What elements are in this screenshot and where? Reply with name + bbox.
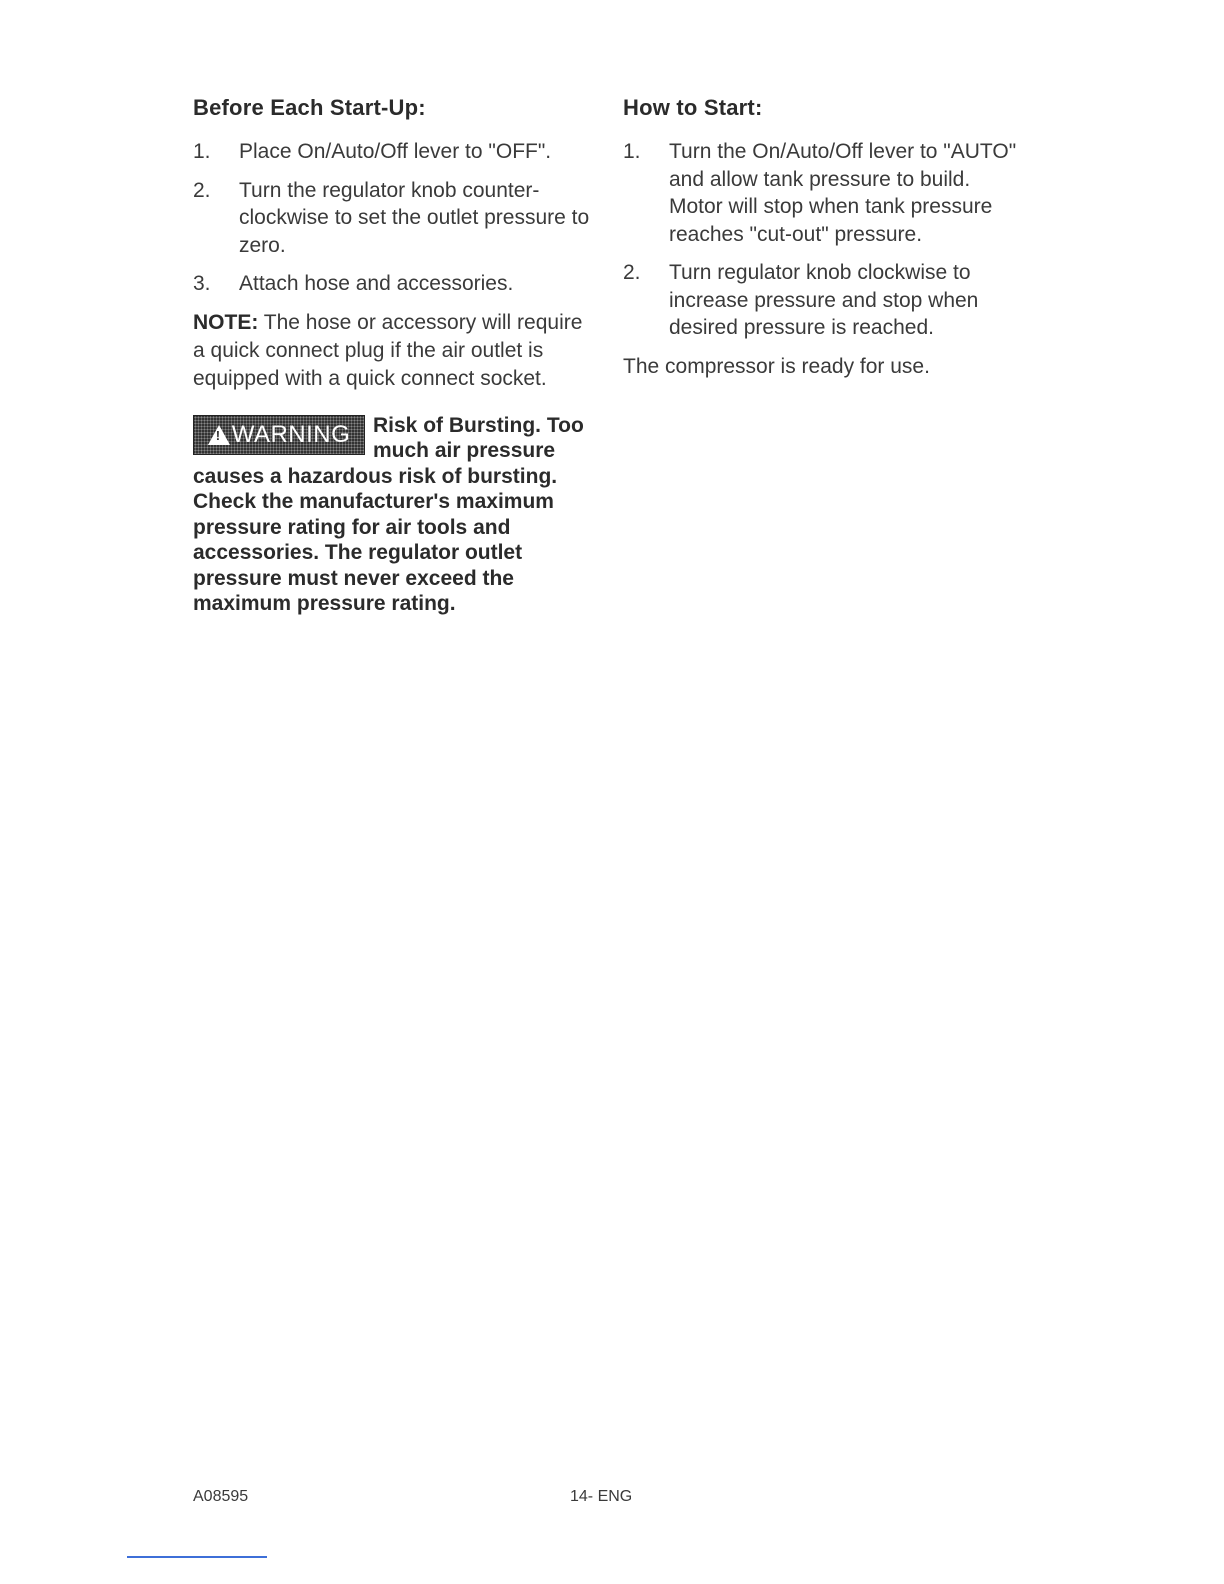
step-number: 1. — [193, 140, 211, 163]
list-item — [623, 259, 1023, 342]
warning-text: Risk of Bursting. Too much air pressure causes a hazardous risk of bursting. Check the manufacturer's maximum pressure rating for air tools and accessories. The regulator outlet pressure must never exceed the maximum pressure rating. — [193, 413, 584, 615]
list-item — [193, 138, 593, 166]
warning-badge-label: WARNING — [231, 420, 351, 448]
step-number: 2. — [623, 261, 641, 284]
before-start-heading: Before Each Start-Up: — [193, 95, 426, 120]
note-label: NOTE: — [193, 310, 259, 334]
step-text: Attach hose and accessories. — [239, 272, 514, 295]
step-number: 1. — [623, 140, 641, 163]
how-to-start-steps — [623, 138, 1023, 342]
right-column — [623, 94, 1023, 381]
page-number: 14- ENG — [570, 1488, 633, 1505]
how-to-start-heading: How to Start: — [623, 95, 763, 120]
closing-paragraph: The compressor is ready for use. — [623, 354, 930, 378]
warning-block — [193, 413, 593, 617]
document-code: A08595 — [193, 1488, 249, 1505]
before-start-steps — [193, 138, 593, 298]
left-column — [193, 94, 593, 617]
step-number: 2. — [193, 178, 211, 202]
alert-triangle-icon — [208, 425, 230, 445]
list-item — [623, 138, 1023, 248]
list-item — [193, 177, 593, 260]
step-text: Turn the On/Auto/Off lever to "AUTO" and allow tank pressure to build. Motor will stop when tank pressure reaches "cut-out" pressure. — [669, 140, 1017, 246]
note-text: The hose or accessory will require a quick connect plug if the air outlet is equipped with a quick connect socket. — [193, 310, 583, 390]
step-text: Turn the regulator knob counter-clockwise to set the outlet pressure to zero. — [239, 178, 590, 257]
list-item — [193, 270, 593, 298]
step-text: Place On/Auto/Off lever to "OFF". — [239, 140, 552, 163]
bottom-rule — [127, 1556, 267, 1558]
step-number: 3. — [193, 272, 211, 295]
step-text: Turn regulator knob clockwise to increase pressure and stop when desired pressure is reached. — [669, 261, 979, 339]
warning-badge — [193, 415, 365, 455]
note-paragraph — [193, 309, 593, 393]
